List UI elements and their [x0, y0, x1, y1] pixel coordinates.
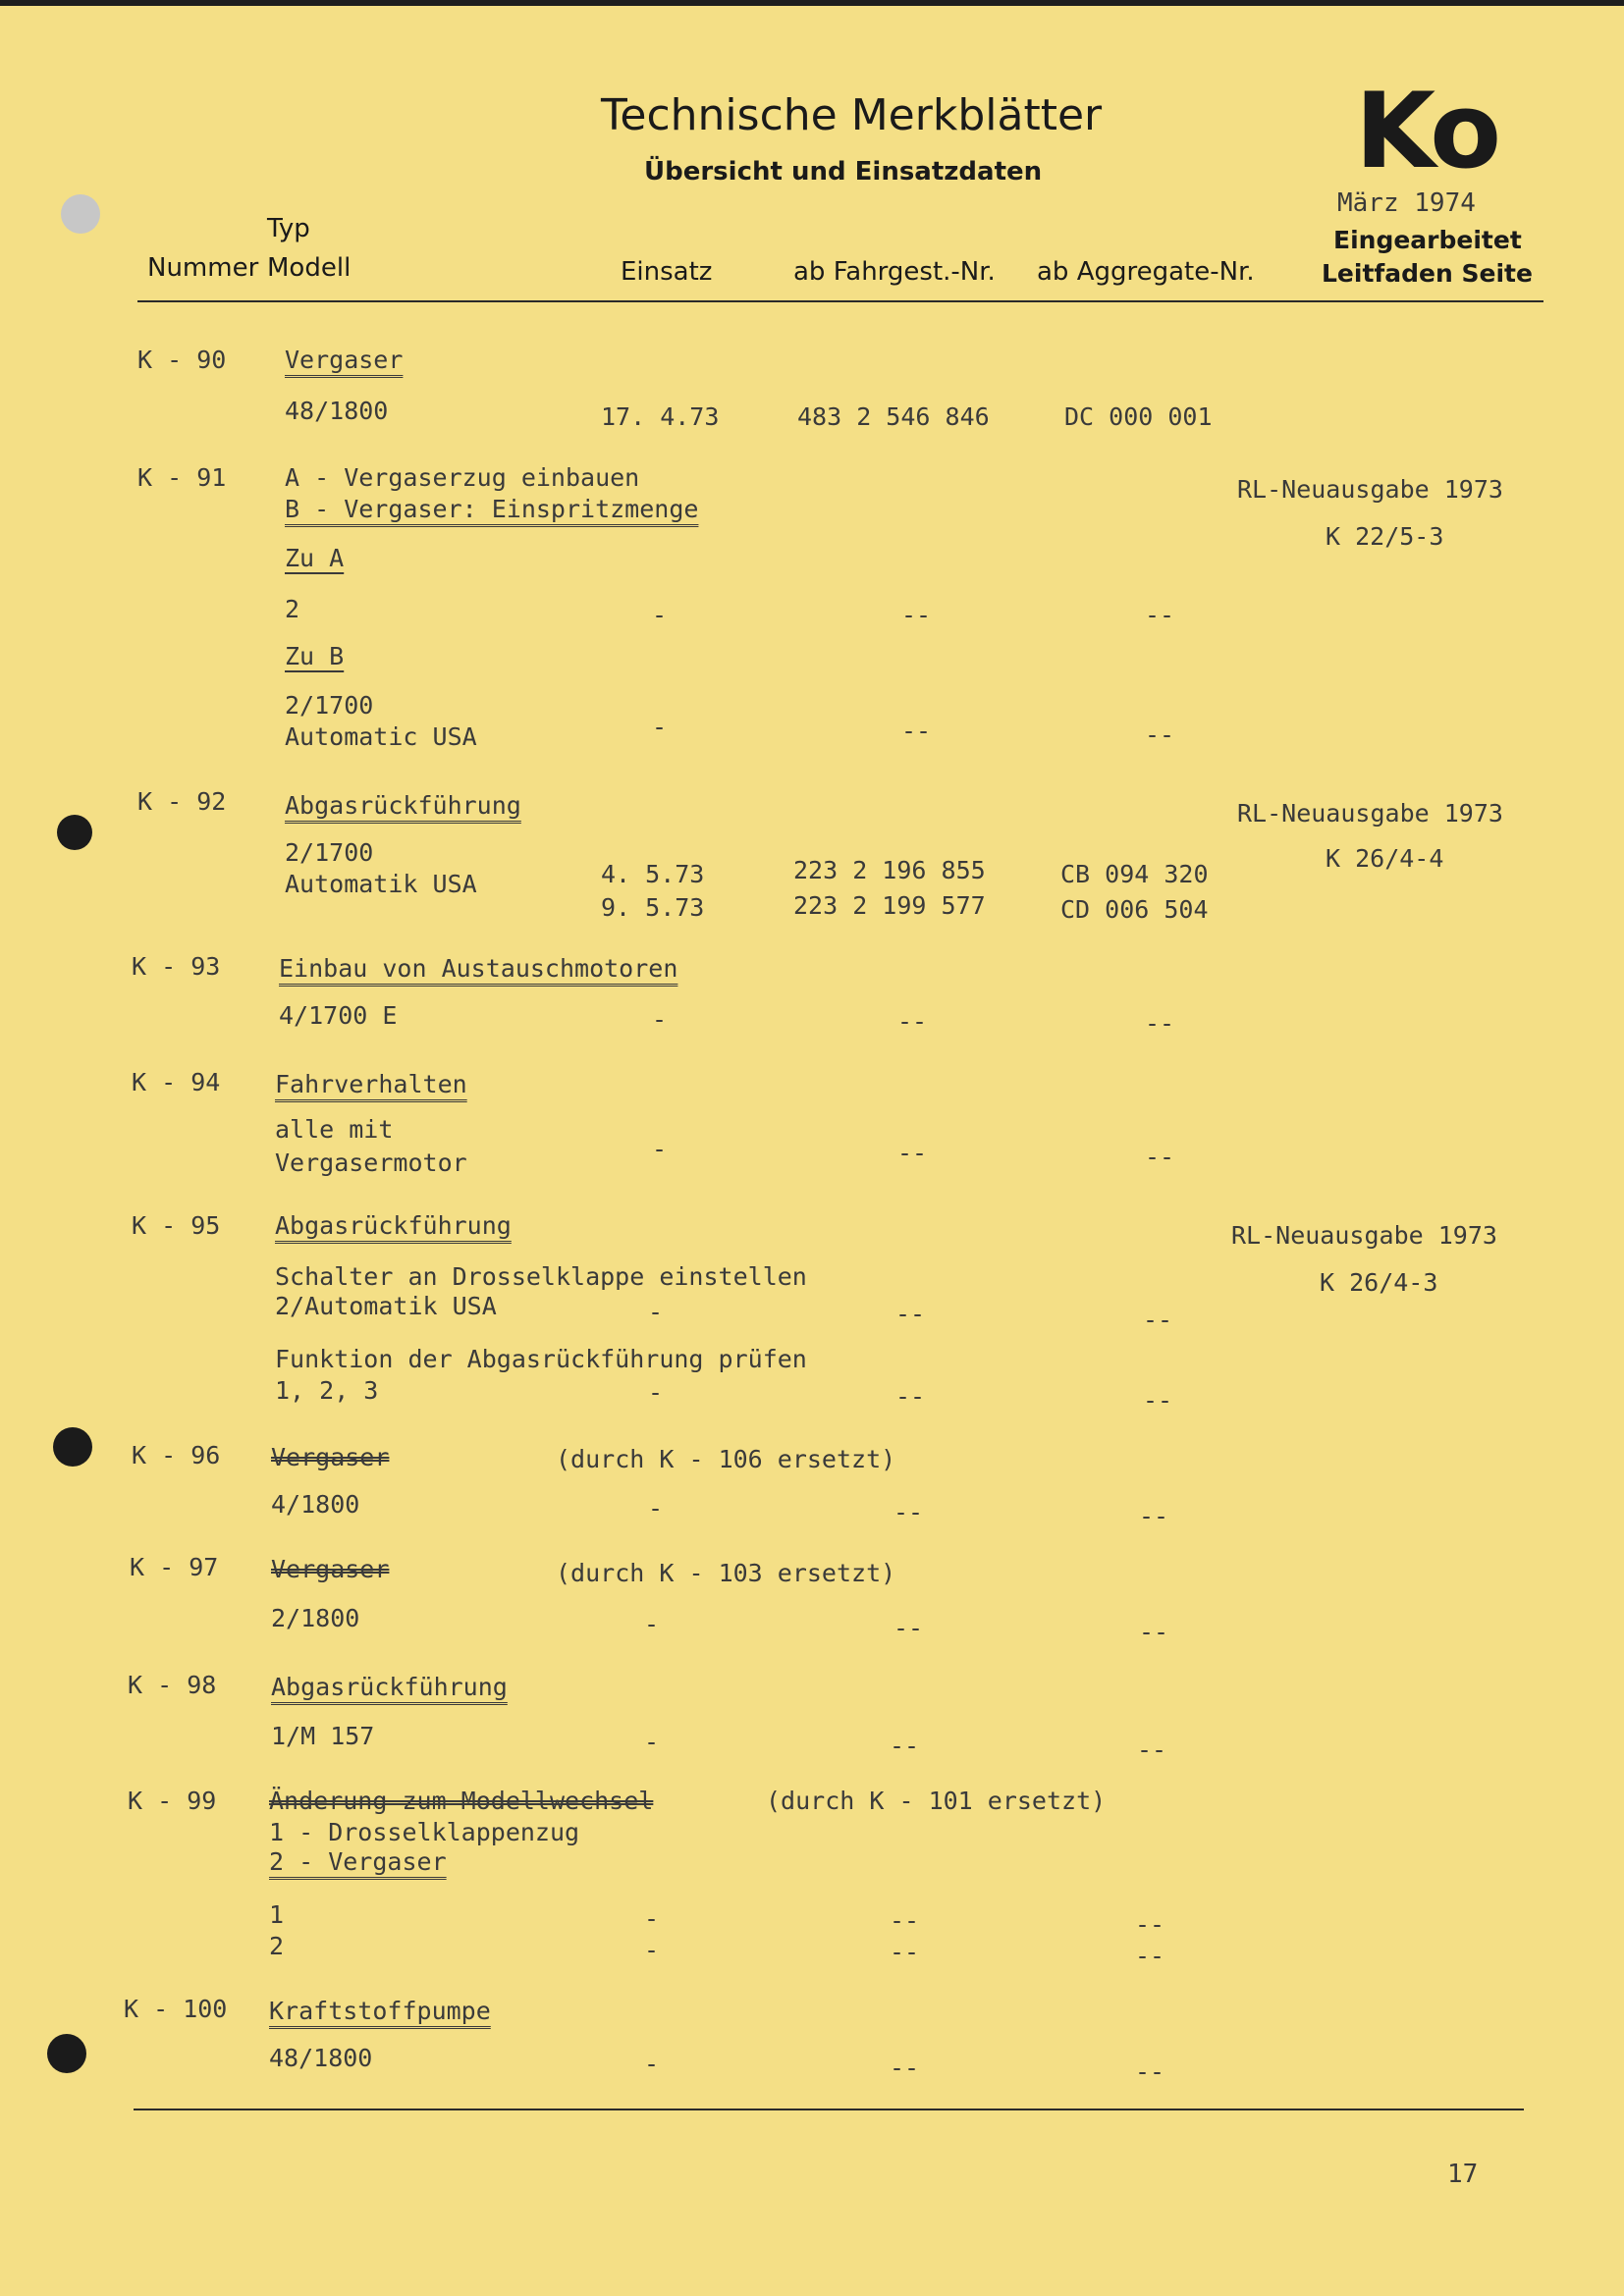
header-rule — [137, 300, 1543, 302]
fahrgest: -- — [897, 1007, 928, 1036]
col-einsatz: Einsatz — [621, 257, 713, 287]
ref-edition: RL-Neuausgabe 1973 — [1237, 475, 1503, 504]
fahrgest-row-2: -- — [890, 1938, 920, 1966]
entry-title: Einbau von Austauschmotoren — [279, 954, 678, 983]
fahrgest: -- — [890, 2054, 920, 2082]
model: 1, 2, 3 — [275, 1376, 379, 1405]
model: 2 — [285, 595, 300, 623]
fahrgest: -- — [893, 1614, 924, 1642]
sub-heading-a: Zu A — [285, 544, 345, 572]
model: 4/1800 — [271, 1490, 360, 1519]
model-row-1: 1 — [269, 1900, 285, 1929]
entry-number: K - 93 — [132, 952, 221, 981]
col-nummer: Nummer — [147, 253, 259, 283]
einsatz: - — [644, 2050, 660, 2078]
aggregate: -- — [1137, 1735, 1167, 1764]
aggregate: -- — [1145, 1143, 1175, 1171]
page-subtitle: Übersicht und Einsatzdaten — [644, 157, 1043, 187]
aggregate: -- — [1143, 1386, 1173, 1415]
entry-title: Vergaser — [285, 346, 404, 374]
einsatz: - — [648, 1494, 664, 1522]
col-fahrgest: ab Fahrgest.-Nr. — [793, 257, 996, 287]
aggregate: -- — [1143, 1306, 1173, 1334]
aggregate-1: CB 094 320 — [1060, 860, 1209, 888]
model: 2/Automatik USA — [275, 1292, 497, 1320]
einsatz: - — [652, 601, 668, 629]
fahrgest: -- — [895, 1300, 926, 1328]
einsatz: - — [648, 1298, 664, 1326]
model-line2: Automatic USA — [285, 722, 477, 751]
einsatz: 17. 4.73 — [601, 402, 720, 431]
entry-title: Abgasrückführung — [285, 791, 521, 820]
entry-title-struck: Vergaser — [271, 1555, 390, 1583]
footer-rule — [134, 2109, 1524, 2110]
model: 4/1700 E — [279, 1001, 398, 1030]
punch-hole-2 — [57, 815, 92, 850]
entry-number: K - 94 — [132, 1068, 221, 1096]
entry-title: Abgasrückführung — [271, 1673, 508, 1701]
einsatz: - — [648, 1378, 664, 1407]
entry-number: K - 99 — [128, 1787, 217, 1815]
punch-hole-3 — [53, 1427, 92, 1467]
einsatz: - — [652, 1005, 668, 1034]
aggregate: -- — [1145, 721, 1175, 749]
einsatz-row-2: - — [644, 1936, 660, 1964]
fahrgest: 483 2 546 846 — [797, 402, 990, 431]
replacement-note: (durch K - 103 ersetzt) — [556, 1559, 896, 1587]
entry-title: Fahrverhalten — [275, 1070, 467, 1098]
entry-number: K - 96 — [132, 1441, 221, 1469]
col-modell: Modell — [267, 253, 352, 283]
einsatz-1: 4. 5.73 — [601, 860, 705, 888]
aggregate: DC 000 001 — [1064, 402, 1213, 431]
entry-number: K - 95 — [132, 1211, 221, 1240]
einsatz-row-1: - — [644, 1904, 660, 1933]
header-date: März 1974 — [1337, 188, 1476, 218]
aggregate-2: CD 006 504 — [1060, 895, 1209, 924]
page-number: 17 — [1447, 2160, 1479, 2189]
sub-item-1: 1 - Drosselklappenzug — [269, 1818, 580, 1846]
ref-page: K 22/5-3 — [1326, 522, 1444, 551]
col-eingearbeitet: Eingearbeitet — [1333, 226, 1522, 254]
entry-title: Kraftstoffpumpe — [269, 1997, 491, 2025]
model-line1: 2/1700 — [285, 838, 374, 867]
fahrgest: -- — [890, 1732, 920, 1760]
aggregate: -- — [1139, 1618, 1169, 1646]
ref-edition: RL-Neuausgabe 1973 — [1237, 799, 1503, 828]
col-leitfaden: Leitfaden Seite — [1322, 259, 1533, 288]
sub-item-2: 2 - Vergaser — [269, 1847, 447, 1876]
sub-heading-b: Zu B — [285, 642, 345, 670]
model: 2/1800 — [271, 1604, 360, 1632]
replacement-note: (durch K - 106 ersetzt) — [556, 1445, 896, 1473]
fahrgest: -- — [893, 1498, 924, 1526]
aggregate: -- — [1135, 2057, 1165, 2086]
entry-number: K - 92 — [137, 787, 227, 816]
fahrgest: -- — [897, 1139, 928, 1167]
sub-step-2: Funktion der Abgasrückführung prüfen — [275, 1345, 807, 1373]
fahrgest: -- — [901, 601, 932, 629]
model-line1: alle mit — [275, 1115, 394, 1144]
entry-line-b: B - Vergaser: Einspritzmenge — [285, 495, 699, 523]
entry-title: Abgasrückführung — [275, 1211, 512, 1240]
ref-page: K 26/4-4 — [1326, 844, 1444, 873]
replacement-note: (durch K - 101 ersetzt) — [766, 1787, 1107, 1815]
einsatz: - — [652, 713, 668, 741]
fahrgest-2: 223 2 199 577 — [793, 891, 986, 920]
entry-number: K - 100 — [124, 1995, 228, 2023]
einsatz: - — [652, 1135, 668, 1163]
fahrgest-1: 223 2 196 855 — [793, 856, 986, 884]
model-line2: Vergasermotor — [275, 1148, 467, 1177]
sub-step-1: Schalter an Drosselklappe einstellen — [275, 1262, 807, 1291]
entry-number: K - 91 — [137, 463, 227, 492]
fahrgest: -- — [901, 717, 932, 745]
ref-page: K 26/4-3 — [1320, 1268, 1438, 1297]
einsatz-2: 9. 5.73 — [601, 893, 705, 922]
aggregate: -- — [1145, 1009, 1175, 1038]
model-line2: Automatik USA — [285, 870, 477, 898]
fahrgest: -- — [895, 1382, 926, 1411]
fahrgest-row-1: -- — [890, 1906, 920, 1935]
einsatz: - — [644, 1610, 660, 1638]
col-typ: Typ — [267, 214, 310, 243]
entry-title-struck: Änderung zum Modellwechsel — [269, 1787, 654, 1815]
model-row-2: 2 — [269, 1932, 285, 1960]
entry-number: K - 90 — [137, 346, 227, 374]
logo-ko: Ko — [1355, 71, 1498, 191]
model: 48/1800 — [285, 397, 389, 425]
einsatz: - — [644, 1728, 660, 1756]
punch-hole-1 — [61, 194, 100, 234]
model: 48/1800 — [269, 2044, 373, 2072]
aggregate: -- — [1139, 1502, 1169, 1530]
punch-hole-4 — [47, 2034, 86, 2073]
entry-number: K - 98 — [128, 1671, 217, 1699]
aggregate-row-2: -- — [1135, 1942, 1165, 1970]
ref-edition: RL-Neuausgabe 1973 — [1231, 1221, 1497, 1250]
entry-line-a: A - Vergaserzug einbauen — [285, 463, 640, 492]
aggregate: -- — [1145, 601, 1175, 629]
model-line1: 2/1700 — [285, 691, 374, 720]
page-title: Technische Merkblätter — [601, 90, 1103, 140]
entry-title-struck: Vergaser — [271, 1443, 390, 1471]
scan-top-edge — [0, 0, 1624, 6]
aggregate-row-1: -- — [1135, 1910, 1165, 1939]
model: 1/M 157 — [271, 1722, 375, 1750]
col-aggregate: ab Aggregate-Nr. — [1037, 257, 1255, 287]
entry-number: K - 97 — [130, 1553, 219, 1581]
